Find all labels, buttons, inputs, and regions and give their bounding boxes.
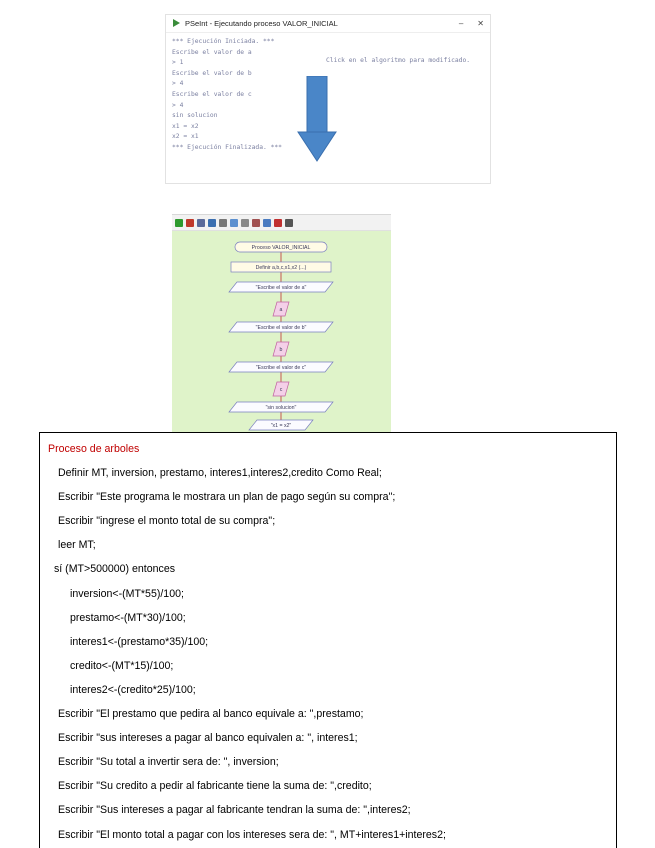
console-titlebar <box>166 15 490 33</box>
search-icon[interactable] <box>208 219 216 227</box>
flow-node-label: "Escribe el valor de c" <box>255 364 307 371</box>
console-line: Escribe el valor de c <box>172 90 252 98</box>
flow-node-label: Proceso VALOR_INICIAL <box>251 244 311 251</box>
flow-node-terminal[interactable] <box>235 242 327 252</box>
flow-node-label: "Escribe el valor de a" <box>255 284 307 291</box>
step-icon[interactable] <box>186 219 194 227</box>
code-line: Escribir "Sus intereses a pagar al fabricante tendran la suma de: ",interes2; <box>58 804 411 817</box>
flow-node-label: c <box>279 386 283 393</box>
console-line: *** Ejecución Iniciada. *** <box>172 38 275 45</box>
pseint-logo-icon <box>172 19 181 28</box>
code-line: Escribir "El monto total a pagar con los intereses sera de: ", MT+interes1+interes2; <box>58 828 446 841</box>
console-line: sin solucion <box>172 112 218 120</box>
flow-node-input[interactable] <box>273 302 289 316</box>
code-line: leer MT; <box>58 539 96 552</box>
flowchart-diagram <box>172 231 391 433</box>
flow-node-output[interactable] <box>229 362 333 372</box>
console-line: > 4 <box>172 101 184 109</box>
export-icon[interactable] <box>263 219 271 227</box>
cut-icon[interactable] <box>230 219 238 227</box>
flowchart-toolbar <box>172 215 391 231</box>
code-title: Proceso de arboles <box>48 443 140 455</box>
run-icon[interactable] <box>175 219 183 227</box>
console-line: > 1 <box>172 59 184 67</box>
flow-node-label: "sin solucion" <box>265 404 297 411</box>
flowchart-canvas[interactable] <box>172 231 391 433</box>
code-line: Escribir "sus intereses a pagar al banco equivalen a: ", interes1; <box>58 732 358 745</box>
minimize-button[interactable]: – <box>458 19 464 28</box>
flow-node-label: "x1 = x2" <box>270 422 292 429</box>
console-line: > 4 <box>172 80 184 88</box>
paste-icon[interactable] <box>252 219 260 227</box>
flow-node-label: "Escribe el valor de b" <box>255 324 307 331</box>
flow-node-process[interactable] <box>231 262 331 272</box>
zoom-icon[interactable] <box>219 219 227 227</box>
flow-node-input[interactable] <box>273 382 289 396</box>
code-line: prestamo<-(MT*30)/100; <box>70 611 186 624</box>
flowchart-window <box>172 214 391 432</box>
down-arrow-icon <box>297 76 337 162</box>
console-line: Escribe el valor de b <box>172 69 252 77</box>
save-icon[interactable] <box>197 219 205 227</box>
console-title: PSeInt - Ejecutando proceso VALOR_INICIAL <box>185 19 338 28</box>
flow-node-output[interactable] <box>229 322 333 332</box>
flow-node-output[interactable] <box>229 282 333 292</box>
flow-node-label: a <box>279 306 283 313</box>
flag-icon[interactable] <box>274 219 282 227</box>
code-line: credito<-(MT*15)/100; <box>70 659 174 672</box>
code-line: Escribir "El prestamo que pedira al banco equivale a: ",prestamo; <box>58 708 364 720</box>
code-line: Escribir "ingrese el monto total de su compra"; <box>58 515 276 528</box>
code-line: interes2<-(credito*25)/100; <box>70 683 196 696</box>
code-line: sí (MT>500000) entonces <box>54 563 176 576</box>
console-hint: Click en el algoritmo para modificado. <box>326 57 471 64</box>
console-line: x1 = x2 <box>172 122 199 130</box>
code-line: Escribir "Este programa le mostrara un plan de pago según su compra"; <box>58 491 396 504</box>
console-line: x2 = x1 <box>172 133 199 141</box>
code-line: Escribir "Su credito a pedir al fabricante tiene la suma de: ",credito; <box>58 780 372 793</box>
close-icon[interactable] <box>285 219 293 227</box>
code-line: interes1<-(prestamo*35)/100; <box>70 635 209 648</box>
flow-node-output[interactable] <box>249 420 313 430</box>
console-line: *** Ejecución Finalizada. *** <box>172 143 282 151</box>
pseudocode-box <box>39 432 617 848</box>
flow-node-label: b <box>279 346 283 353</box>
flow-node-input[interactable] <box>273 342 289 356</box>
close-button[interactable]: ✕ <box>477 19 484 28</box>
code-line: inversion<-(MT*55)/100; <box>70 587 184 600</box>
console-line: Escribe el valor de a <box>172 48 252 56</box>
copy-icon[interactable] <box>241 219 249 227</box>
flow-node-output[interactable] <box>229 402 333 412</box>
code-line: Escribir "Su total a invertir sera de: ", inversion; <box>58 756 279 769</box>
code-line: Definir MT, inversion, prestamo, interes1,interes2,credito Como Real; <box>58 467 382 479</box>
flow-node-label: Definir a,b,c,x1,x2 (...) <box>255 264 307 271</box>
